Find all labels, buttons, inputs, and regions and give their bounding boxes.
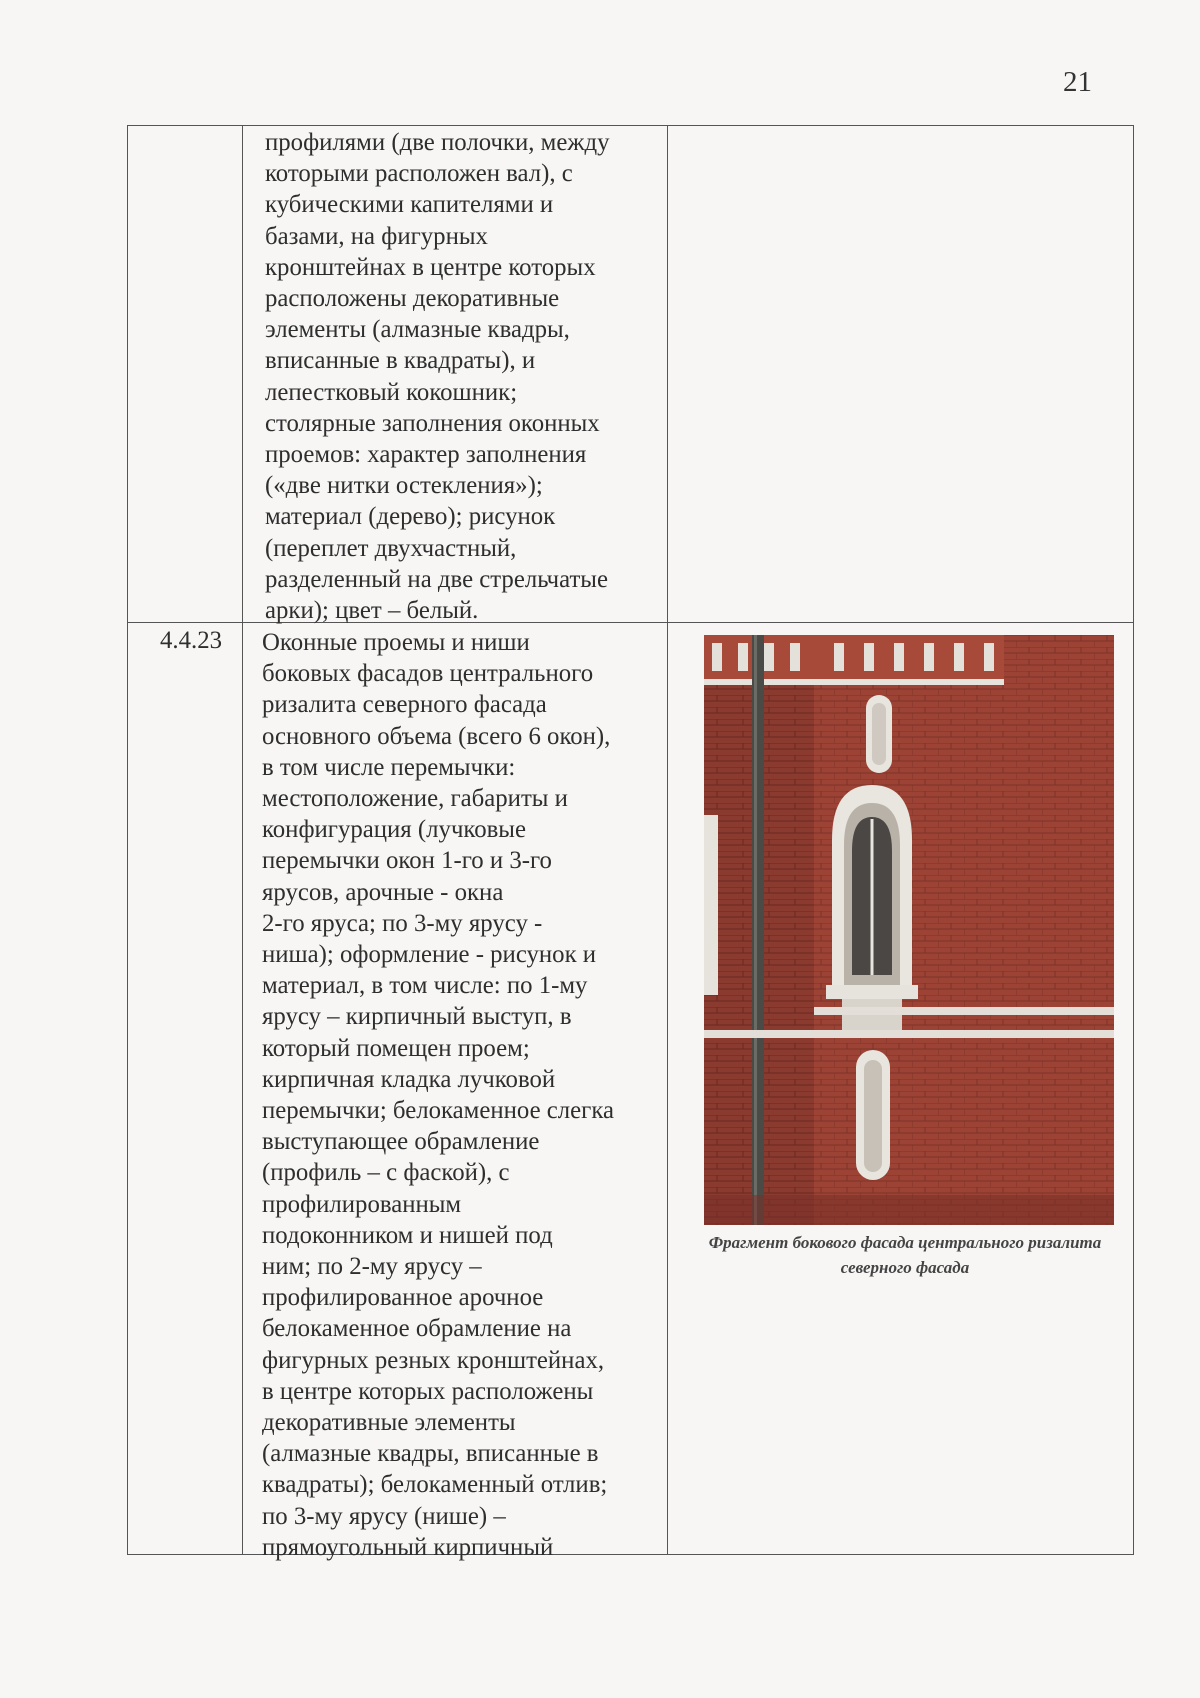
photo-caption: Фрагмент бокового фасада центрального ризалита северного фасада [708, 1233, 1102, 1277]
page-number: 21 [1063, 66, 1092, 98]
row-2-description: Оконные проемы и ниши боковых фасадов центрального ризалита северного фасада основного объема (всего 6 окон), в том числе перемычки: местоположение, габариты и конфигурация (лучковые перемычки окон 1-го и 3-го ярусов, арочные - окна 2-го яруса; по 3-му ярусу - ниша); оформление - рисунок и материал, в том числе: по 1-му ярусу – кирпичный выступ, в который помещен проем; кирпичная кладка лучковой перемычки; белокаменное слегка выступающее обрамление (профиль – с фаской), с профилированным подоконником и нишей под ним; по 2-му ярусу – профилированное арочное белокаменное обрамление на фигурных резных кронштейнах, в центре которых расположены декоративные элементы (алмазные квадры, вписанные в квадраты); белокаменный отлив; по 3-му ярусу (нише) – прямоугольный кирпичный [262, 629, 615, 1561]
row-2-number: 4.4.23 [160, 627, 222, 654]
column-divider-1 [242, 125, 243, 1555]
table-border-left [127, 125, 128, 1555]
column-divider-2 [667, 125, 668, 1555]
table-border-top [127, 125, 1134, 126]
facade-photo [704, 635, 1114, 1225]
table-border-right [1133, 125, 1134, 1555]
row-1-description: профилями (две полочки, между которыми расположен вал), с кубическими капителями и базами, на фигурных кронштейнах в центре которых расположены декоративные элементы (алмазные квадры, вписанные в квадраты), и лепестковый кокошник; столярные заполнения оконных проемов: характер заполнения («две нитки остекления»); материал (дерево); рисунок (переплет двухчастный, разделенный на две стрельчатые арки); цвет – белый. [265, 129, 610, 625]
